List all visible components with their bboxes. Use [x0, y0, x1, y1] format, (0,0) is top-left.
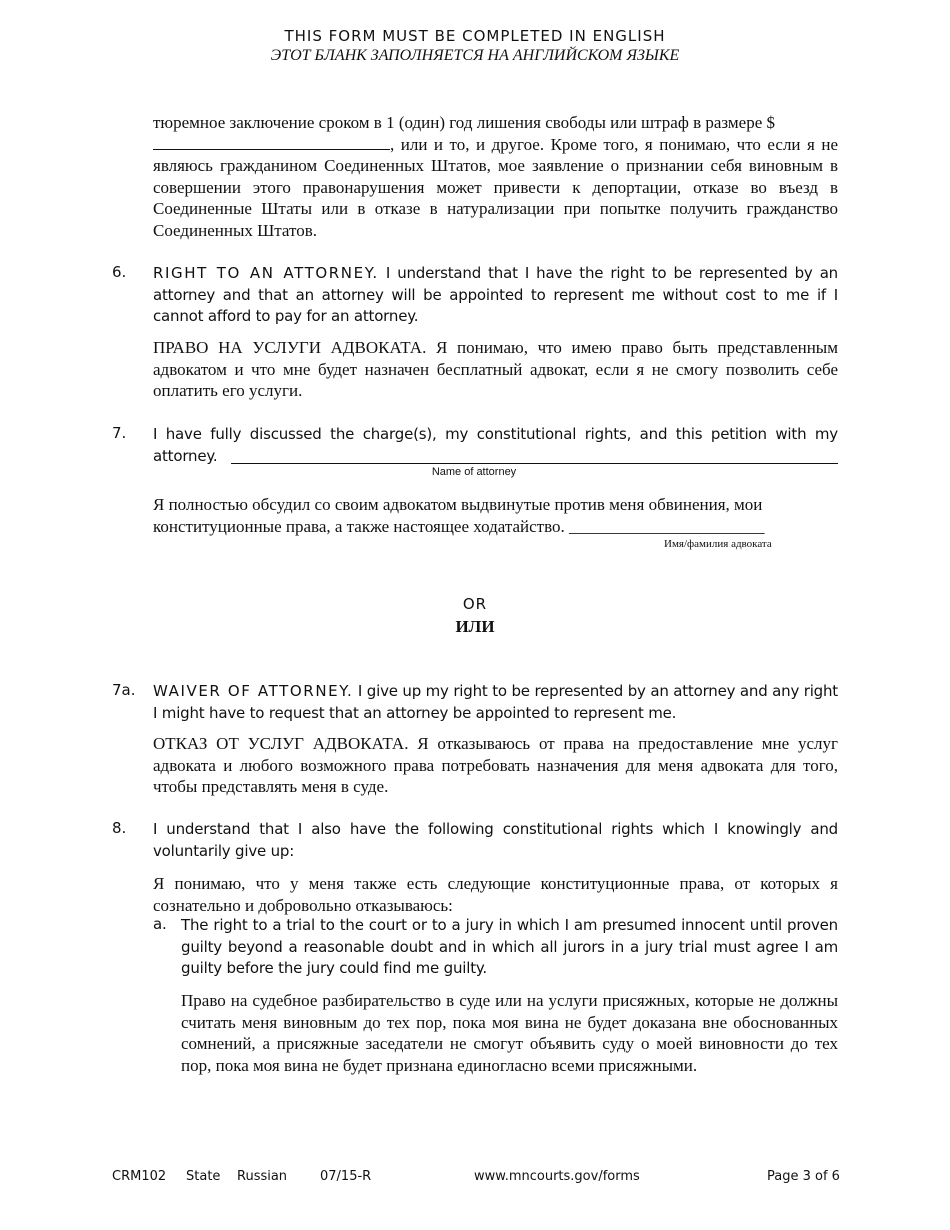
item-6-english: [153, 263, 838, 328]
item-7-ru-text: Я полностью обсудил со своим адвокатом выдвинутые против меня обвинения, мои конституционные права, а также настоящее ходатайство.: [153, 495, 763, 536]
item-6-ru-text: Я понимаю, что имею право быть представленным адвокатом и что мне будет назначен бесплатный адвокат, если я не смогу позволить себе оплатить его услуги.: [153, 338, 838, 400]
or-russian: ИЛИ: [455, 617, 495, 636]
item-7a-english: [153, 681, 838, 724]
continuation-paragraph: [153, 112, 838, 241]
attorney-name-field[interactable]: [231, 449, 838, 464]
footer-form-id: CRM102: [112, 1169, 167, 1184]
item-8-english: I understand that I also have the following constitutional rights which I knowingly and voluntarily give up:: [153, 820, 838, 860]
page-header: [0, 27, 950, 65]
footer-url[interactable]: www.mncourts.gov/forms: [474, 1169, 640, 1184]
item-7a-heading: WAIVER OF ATTORNEY.: [153, 682, 354, 700]
item-7a-ru-heading: ОТКАЗ ОТ УСЛУГ АДВОКАТА.: [153, 734, 409, 753]
item-7a-ru-text: Я отказываюсь от права на предоставление мне услуг адвоката и любого возможного права потребовать назначения для меня адвоката для того, чтобы представлять меня в суде.: [153, 734, 838, 796]
item-8-russian: Я понимаю, что у меня также есть следующие конституционные права, от которых я сознательно и добровольно отказываюсь:: [153, 874, 838, 915]
fine-amount-blank[interactable]: [153, 135, 390, 150]
footer-language: Russian: [237, 1169, 288, 1184]
header-english: THIS FORM MUST BE COMPLETED IN ENGLISH: [284, 27, 666, 45]
continuation-text-2: , или и то, и другое. Кроме того, я понимаю, что если я не являюсь гражданином Соединенных Штатов, мое заявление о признании себя виновным в совершении этого правонарушения может привести к депортации, отказе во въезд в Соединенные Штаты или в отказе в натурализации при попытке получить гражданство Соединенных Штатов.: [153, 134, 838, 240]
footer-page-number: Page 3 of 6: [767, 1169, 840, 1184]
item-7-english: I have fully discussed the charge(s), my constitutional rights, and this petition with my attorney.: [153, 425, 838, 465]
item-8a-english: The right to a trial to the court or to a jury in which I am presumed innocent until proven guilty beyond a reasonable doubt and in which all jurors in a jury trial must agree I am guilty before the jury could find me guilty.: [181, 916, 838, 977]
header-russian: ЭТОТ БЛАНК ЗАПОЛНЯЕТСЯ НА АНГЛИЙСКОМ ЯЗЫКЕ: [270, 47, 680, 64]
item-7-ru-blank[interactable]: _______________________: [569, 516, 765, 536]
item-8-number: 8.: [112, 819, 127, 837]
item-6-number: 6.: [112, 263, 127, 281]
footer-revision: 07/15-R: [320, 1169, 372, 1184]
item-6-text: I understand that I have the right to be represented by an attorney and that an attorney will be appointed to represent me without cost to me if I cannot afford to pay for an attorney.: [153, 264, 838, 325]
attorney-name-caption: Name of attorney: [431, 466, 517, 478]
item-7-russian: [153, 494, 838, 537]
item-7-number: 7.: [112, 424, 127, 442]
item-7a-text: I give up my right to be represented by an attorney and any right I might have to request that an attorney be appointed to represent me.: [153, 682, 838, 722]
or-english: OR: [462, 595, 488, 613]
continuation-text-1: тюремное заключение сроком в 1 (один) год лишения свободы или штраф в размере $: [153, 113, 775, 132]
item-7a-russian: [153, 733, 838, 798]
footer-state: State: [186, 1169, 221, 1184]
item-7a-number: 7a.: [112, 681, 136, 699]
item-8a-russian: Право на судебное разбирательство в суде или на услуги присяжных, которые не должны считать меня виновным до тех пор, пока моя вина не будет доказана вне обоснованных сомнений, а присяжные заседатели не смогут объявить суду о моей виновности до тех пор, пока моя вина не будет признана единогласно всеми присяжными.: [181, 991, 838, 1075]
item-6-russian: [153, 337, 838, 402]
item-6-heading: RIGHT TO AN ATTORNEY.: [153, 264, 379, 282]
item-8a-letter: a.: [153, 915, 167, 933]
item-6-ru-heading: ПРАВО НА УСЛУГИ АДВОКАТА.: [153, 338, 427, 357]
attorney-name-ru-caption: Имя/фамилия адвоката: [664, 538, 772, 550]
